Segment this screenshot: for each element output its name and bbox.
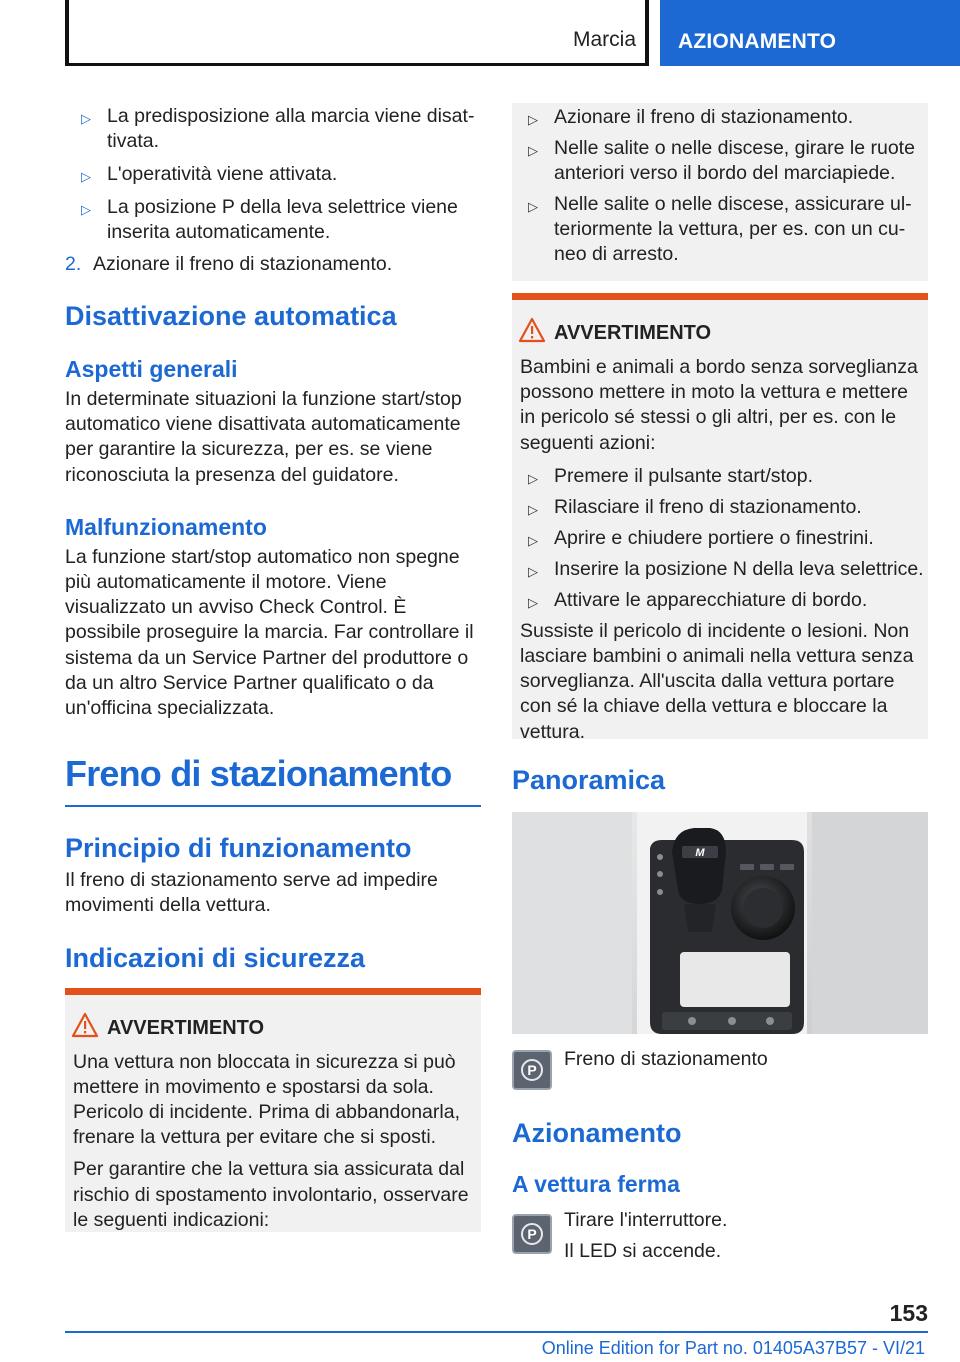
instruction-line-2: Il LED si accende. bbox=[564, 1240, 722, 1263]
warning-box bbox=[65, 988, 481, 1232]
header-right-line bbox=[645, 0, 649, 66]
instruction-line-1: Tirare l'interruttore. bbox=[564, 1209, 728, 1231]
list-item: ▷ Inserire la posizione N della leva selettrice. bbox=[512, 557, 928, 582]
continued-bullets-box bbox=[512, 103, 928, 281]
warning-bar bbox=[512, 293, 928, 300]
header-section: Marcia bbox=[572, 28, 636, 51]
triangle-bullet-icon: ▷ bbox=[81, 111, 91, 126]
footer-rule bbox=[65, 1331, 928, 1333]
paragraph-aspetti: In determinate situazioni la funzione start/stop automatico viene disattivata automaticamente per garantire la sicurezza, per es. se viene riconosciuta la presenza del guidatore. bbox=[65, 388, 462, 486]
heading-freno-stazionamento: Freno di stazionamento bbox=[65, 753, 452, 795]
list-item: ▷ L'operatività viene attivata. bbox=[65, 162, 481, 187]
list-item: ▷ Rilasciare il freno di stazionamento. bbox=[512, 495, 928, 520]
warning-paragraph-2: Sussiste il pericolo di incidente o lesioni. Non lasciare bambini o animali nella vettura senza sorveglianza. All'uscita dalla vettura portare con sé la chiave della vettura e bloccare la vettura. bbox=[520, 619, 914, 743]
warning-bullet-list bbox=[512, 464, 928, 613]
page-number: 153 bbox=[889, 1300, 928, 1326]
heading-principio: Principio di funzionamento bbox=[65, 833, 412, 864]
warning-paragraph-1: Bambini e animali a bordo senza sorveglianza possono mettere in moto la vettura e mettere in pericolo sé stessi o gli altri, per es. con le seguenti azioni: bbox=[520, 356, 918, 454]
heading-azionamento: Azionamento bbox=[512, 1118, 682, 1148]
warning-bar bbox=[65, 988, 481, 995]
footer-edition: Online Edition for Part no. 01405A37B57 - VI/21 bbox=[541, 1338, 925, 1358]
heading-aspetti-generali: Aspetti generali bbox=[65, 356, 238, 382]
parking-brake-legend bbox=[512, 1050, 928, 1096]
header-chapter-tab: AZIONAMENTO bbox=[660, 0, 960, 66]
header-bottom-line bbox=[65, 63, 649, 66]
warning-box-children bbox=[512, 293, 928, 743]
paragraph-malfunzionamento: La funzione start/stop automatico non spegne più automaticamente il motore. Viene visualizzato un avviso Check Control. È possibile proseguire la marcia. Far controllare il sistema da un Service Partner del produttore o da un altro Service Partner qualificato o da un'officina specializzata. bbox=[65, 545, 474, 720]
m-badge: M bbox=[695, 847, 705, 859]
center-console-illustration bbox=[512, 812, 928, 1034]
center-console-photo bbox=[512, 812, 928, 1034]
list-item: ▷ Nelle salite o nelle discese, assicurare ulteriormente la vettura, per es. con un cuneo di arresto. bbox=[528, 193, 912, 265]
heading-panoramica: Panoramica bbox=[512, 765, 666, 795]
list-item: ▷ Aprire e chiudere portiere o finestrini. bbox=[512, 526, 928, 551]
triangle-bullet-icon: ▷ bbox=[81, 202, 91, 217]
step-2 bbox=[65, 252, 481, 277]
warning-title: AVVERTIMENTO bbox=[512, 322, 928, 345]
parking-brake-icon: P bbox=[512, 1214, 552, 1254]
section-rule bbox=[65, 805, 481, 807]
triangle-bullet-icon: ▷ bbox=[528, 112, 538, 127]
triangle-bullet-icon: ▷ bbox=[528, 532, 538, 548]
switch-instruction bbox=[512, 1208, 928, 1268]
list-item: ▷ Premere il pulsante start/stop. bbox=[512, 464, 928, 489]
step-number: 2. bbox=[65, 253, 82, 275]
triangle-bullet-icon: ▷ bbox=[528, 501, 538, 517]
list-item: ▷ Azionare il freno di stazionamento. bbox=[512, 105, 928, 130]
warning-paragraph-1: Una vettura non bloccata in sicurezza si può mettere in movimento e spostarsi da sola. Pericolo di incidente. Prima di abbandonarla, frenare la vettura per evitare che si sposti. bbox=[73, 1050, 460, 1149]
warning-triangle-icon bbox=[518, 317, 546, 343]
heading-disattivazione: Disattivazione automatica bbox=[65, 301, 397, 331]
list-item: ▷ Nelle salite o nelle discese, girare le ruote anteriori verso il bordo del marciapiede. bbox=[528, 137, 915, 184]
top-bullet-list bbox=[65, 104, 481, 245]
parking-brake-icon: P bbox=[512, 1050, 552, 1090]
list-item: ▷ La posizione P della leva selettrice viene inserita automaticamente. bbox=[81, 196, 458, 243]
warning-paragraph-2: Per garantire che la vettura sia assicurata dal rischio di spostamento involontario, osservare le seguenti indicazioni: bbox=[73, 1158, 469, 1231]
warning-title: AVVERTIMENTO bbox=[65, 1017, 481, 1040]
triangle-bullet-icon: ▷ bbox=[81, 169, 91, 184]
heading-indicazioni-sicurezza: Indicazioni di sicurezza bbox=[65, 942, 366, 973]
heading-malfunzionamento: Malfunzionamento bbox=[65, 513, 267, 540]
warning-triangle-icon bbox=[71, 1012, 99, 1038]
right-column bbox=[512, 103, 928, 1268]
triangle-bullet-icon: ▷ bbox=[528, 594, 538, 610]
legend-label: Freno di stazionamento bbox=[564, 1048, 768, 1070]
header-left-line bbox=[65, 0, 69, 66]
paragraph-principio: Il freno di stazionamento serve ad impedire movimenti della vettura. bbox=[65, 869, 438, 917]
triangle-bullet-icon: ▷ bbox=[528, 563, 538, 579]
triangle-bullet-icon: ▷ bbox=[528, 199, 538, 214]
list-item: ▷ Attivare le apparecchiature di bordo. bbox=[512, 588, 928, 613]
triangle-bullet-icon: ▷ bbox=[528, 143, 538, 158]
left-column bbox=[65, 100, 481, 1232]
continued-bullet-list bbox=[512, 105, 928, 267]
triangle-bullet-icon: ▷ bbox=[528, 470, 538, 486]
step-text: Azionare il freno di stazionamento. bbox=[93, 253, 393, 275]
heading-a-vettura-ferma: A vettura ferma bbox=[512, 1171, 680, 1197]
list-item: ▷ La predisposizione alla marcia viene disattivata. bbox=[81, 105, 475, 152]
